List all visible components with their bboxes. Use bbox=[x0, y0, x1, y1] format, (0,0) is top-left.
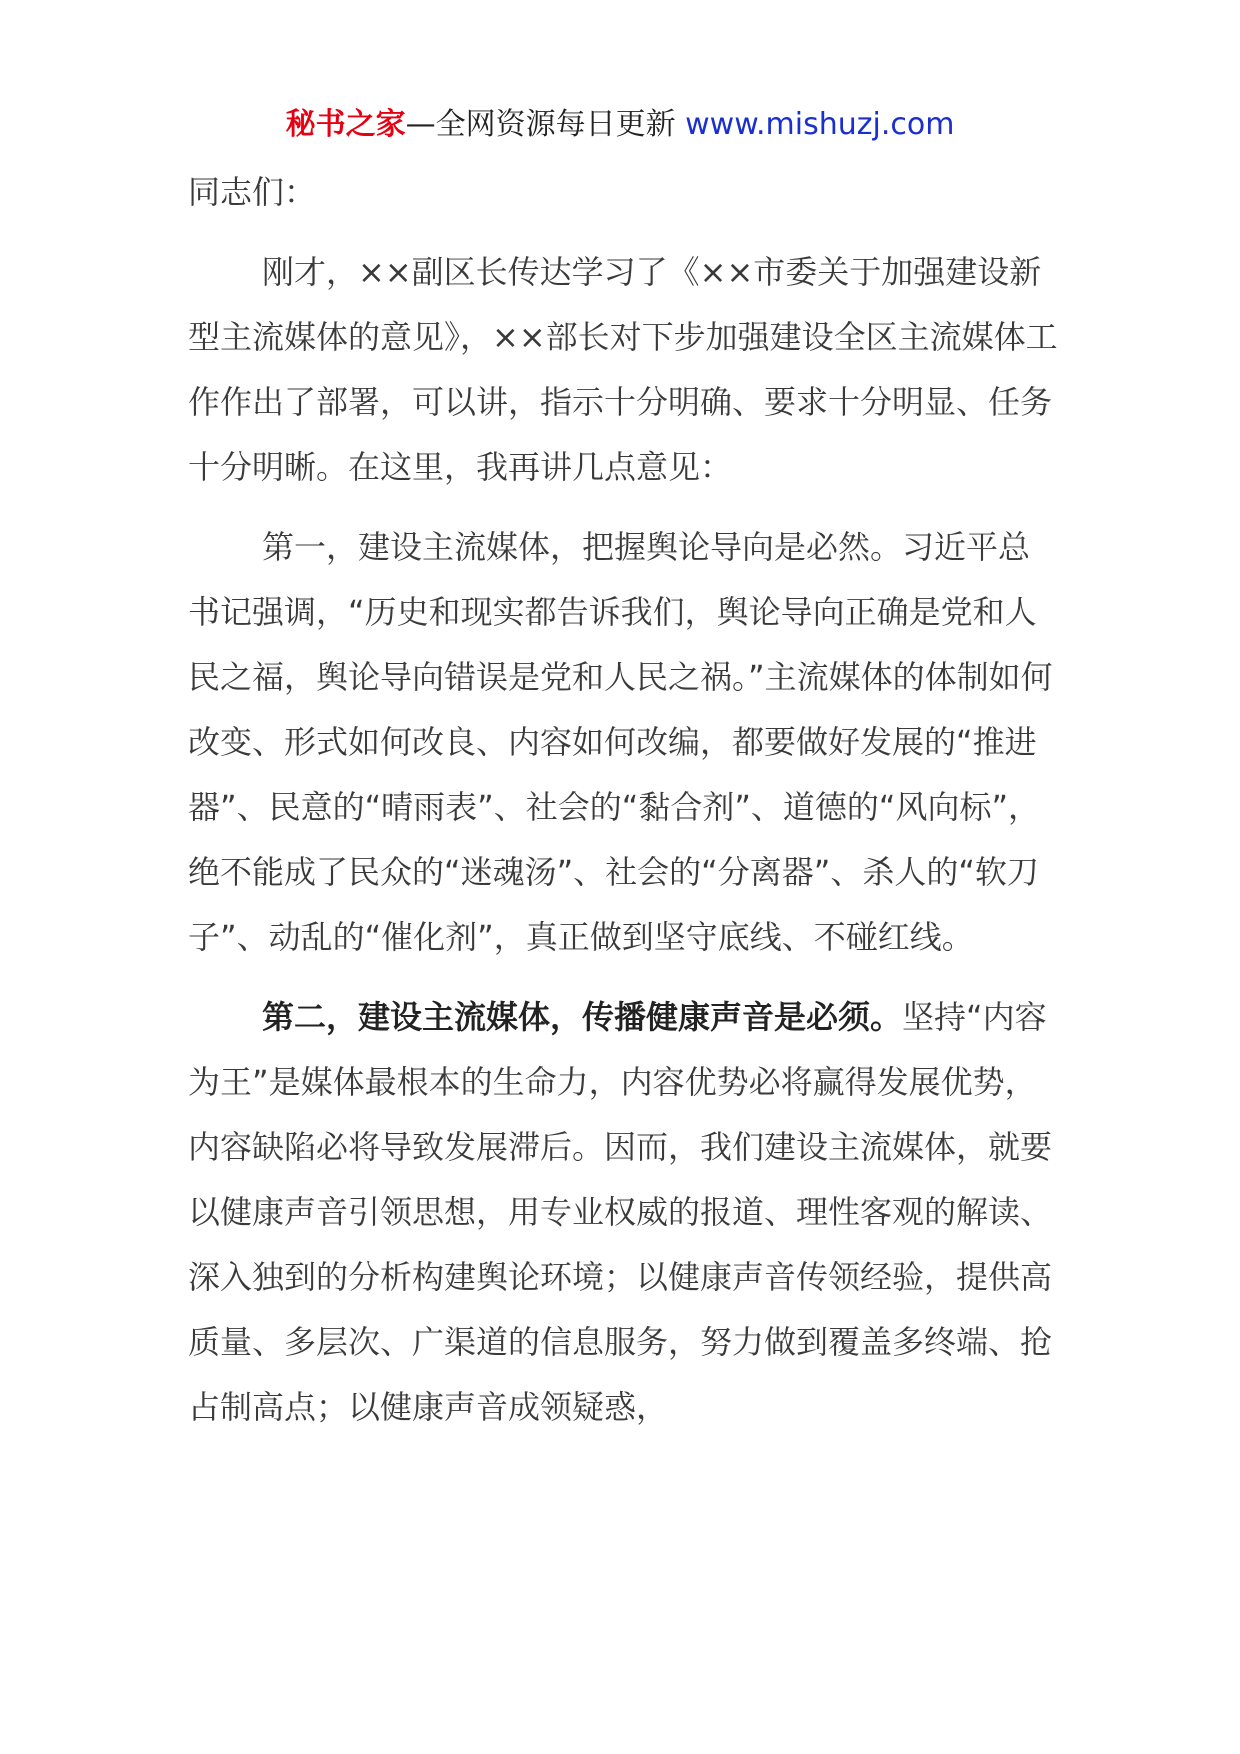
header-tagline: —全网资源每日更新 bbox=[405, 107, 676, 142]
site-url-link[interactable]: www.mishuzj.com bbox=[685, 107, 955, 142]
second-point-text: 坚持“内容为王”是媒体最根本的生命力，内容优势必将赢得发展优势，内容缺陷必将导致发展滞后。因而，我们建设主流媒体，就要以健康声音引领思想，用专业权威的报道、理性客观的解读、深入独到的分析构建舆论环境；以健康声音传领经验，提供高质量、多层次、广渠道的信息服务，努力做到覆盖多终端、抢占制高点；以健康声音成领疑惑， bbox=[188, 998, 1053, 1426]
paragraph-intro: 刚才，××副区长传达学习了《××市委关于加强建设新型主流媒体的意见》，××部长对下步加强建设全区主流媒体工作作出了部署，可以讲，指示十分明确、要求十分明显、任务十分明晰。在这里，我再讲几点意见： bbox=[188, 253, 1058, 486]
paragraph-second-point bbox=[188, 985, 1058, 1440]
document-body bbox=[188, 160, 1058, 1440]
paragraph-first-point: 第一，建设主流媒体，把握舆论导向是必然。习近平总书记强调，“历史和现实都告诉我们，舆论导向正确是党和人民之福，舆论导向错误是党和人民之祸。”主流媒体的体制如何改变、形式如何改良、内容如何改编，都要做好发展的“推进器”、民意的“晴雨表”、社会的“黏合剂”、道德的“风向标”，绝不能成了民众的“迷魂汤”、社会的“分离器”、杀人的“软刀子”、动乱的“催化剂”，真正做到坚守底线、不碰红线。 bbox=[188, 528, 1053, 956]
second-point-heading: 第二，建设主流媒体，传播健康声音是必须。 bbox=[262, 998, 903, 1036]
greeting: 同志们： bbox=[188, 173, 317, 211]
site-header bbox=[0, 100, 1240, 150]
brand-name: 秘书之家 bbox=[285, 107, 406, 142]
